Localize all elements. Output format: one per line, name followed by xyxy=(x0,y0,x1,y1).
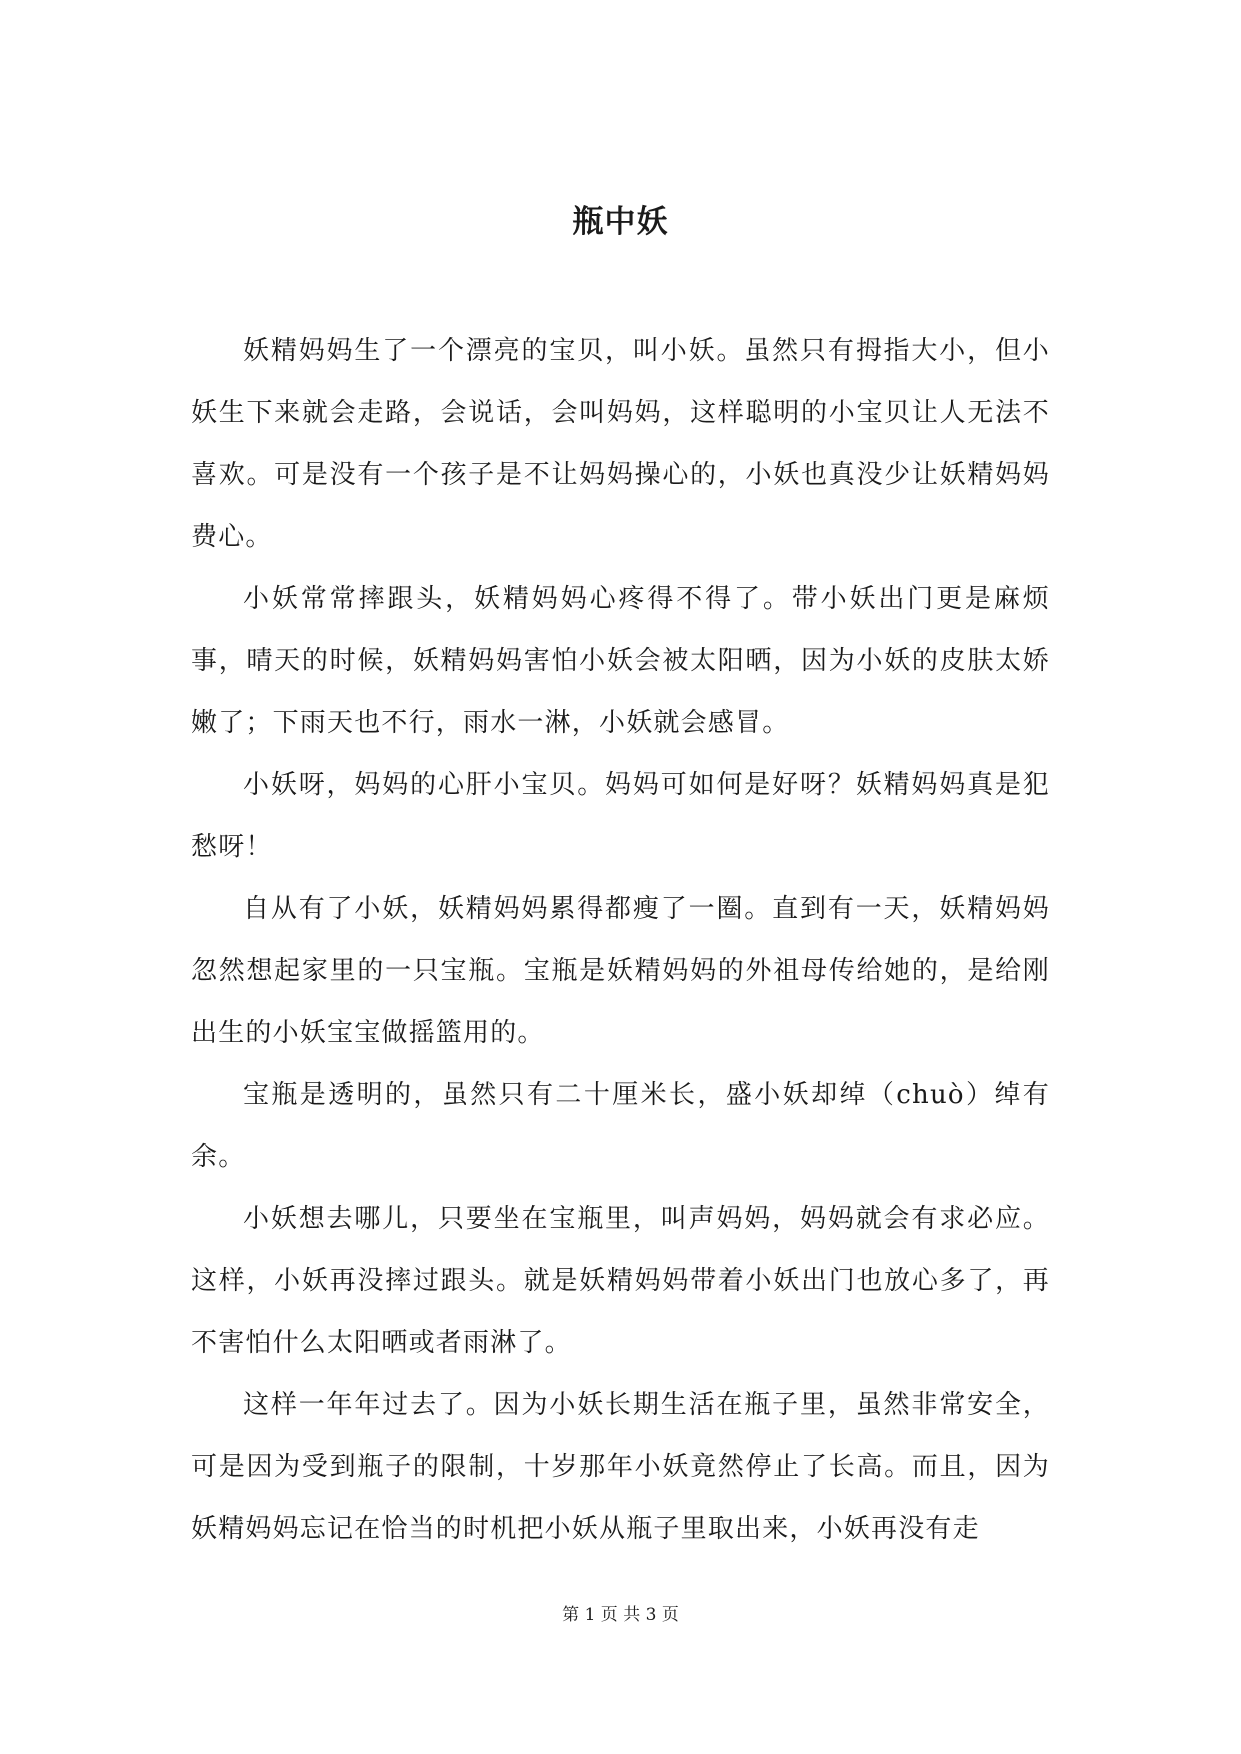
paragraph-6: 小妖想去哪儿，只要坐在宝瓶里，叫声妈妈，妈妈就会有求必应。这样，小妖再没摔过跟头。就是妖精妈妈带着小妖出门也放心多了，再不害怕什么太阳晒或者雨淋了。 xyxy=(191,1204,1050,1358)
paragraph-4: 自从有了小妖，妖精妈妈累得都瘦了一圈。直到有一天，妖精妈妈忽然想起家里的一只宝瓶。宝瓶是妖精妈妈的外祖母传给她的，是给刚出生的小妖宝宝做摇篮用的。 xyxy=(191,894,1050,1048)
paragraph-1: 妖精妈妈生了一个漂亮的宝贝，叫小妖。虽然只有拇指大小，但小妖生下来就会走路，会说话，会叫妈妈，这样聪明的小宝贝让人无法不喜欢。可是没有一个孩子是不让妈妈操心的，小妖也真没少让妖精妈妈费心。 xyxy=(191,336,1050,552)
paragraph-7: 这样一年年过去了。因为小妖长期生活在瓶子里，虽然非常安全，可是因为受到瓶子的限制，十岁那年小妖竟然停止了长高。而且，因为妖精妈妈忘记在恰当的时机把小妖从瓶子里取出来，小妖再没有走 xyxy=(191,1390,1050,1544)
paragraph-5: 宝瓶是透明的，虽然只有二十厘米长，盛小妖却绰（chuò）绰有余。 xyxy=(191,1080,1050,1172)
document-body xyxy=(191,320,1050,1560)
paragraph-3: 小妖呀，妈妈的心肝小宝贝。妈妈可如何是好呀？妖精妈妈真是犯愁呀！ xyxy=(191,770,1050,862)
document-title: 瓶中妖 xyxy=(572,204,669,240)
page-number-footer: 第 1 页 共 3 页 xyxy=(562,1605,679,1625)
paragraph-2: 小妖常常摔跟头，妖精妈妈心疼得不得了。带小妖出门更是麻烦事，晴天的时候，妖精妈妈害怕小妖会被太阳晒，因为小妖的皮肤太娇嫩了；下雨天也不行，雨水一淋，小妖就会感冒。 xyxy=(191,584,1050,738)
